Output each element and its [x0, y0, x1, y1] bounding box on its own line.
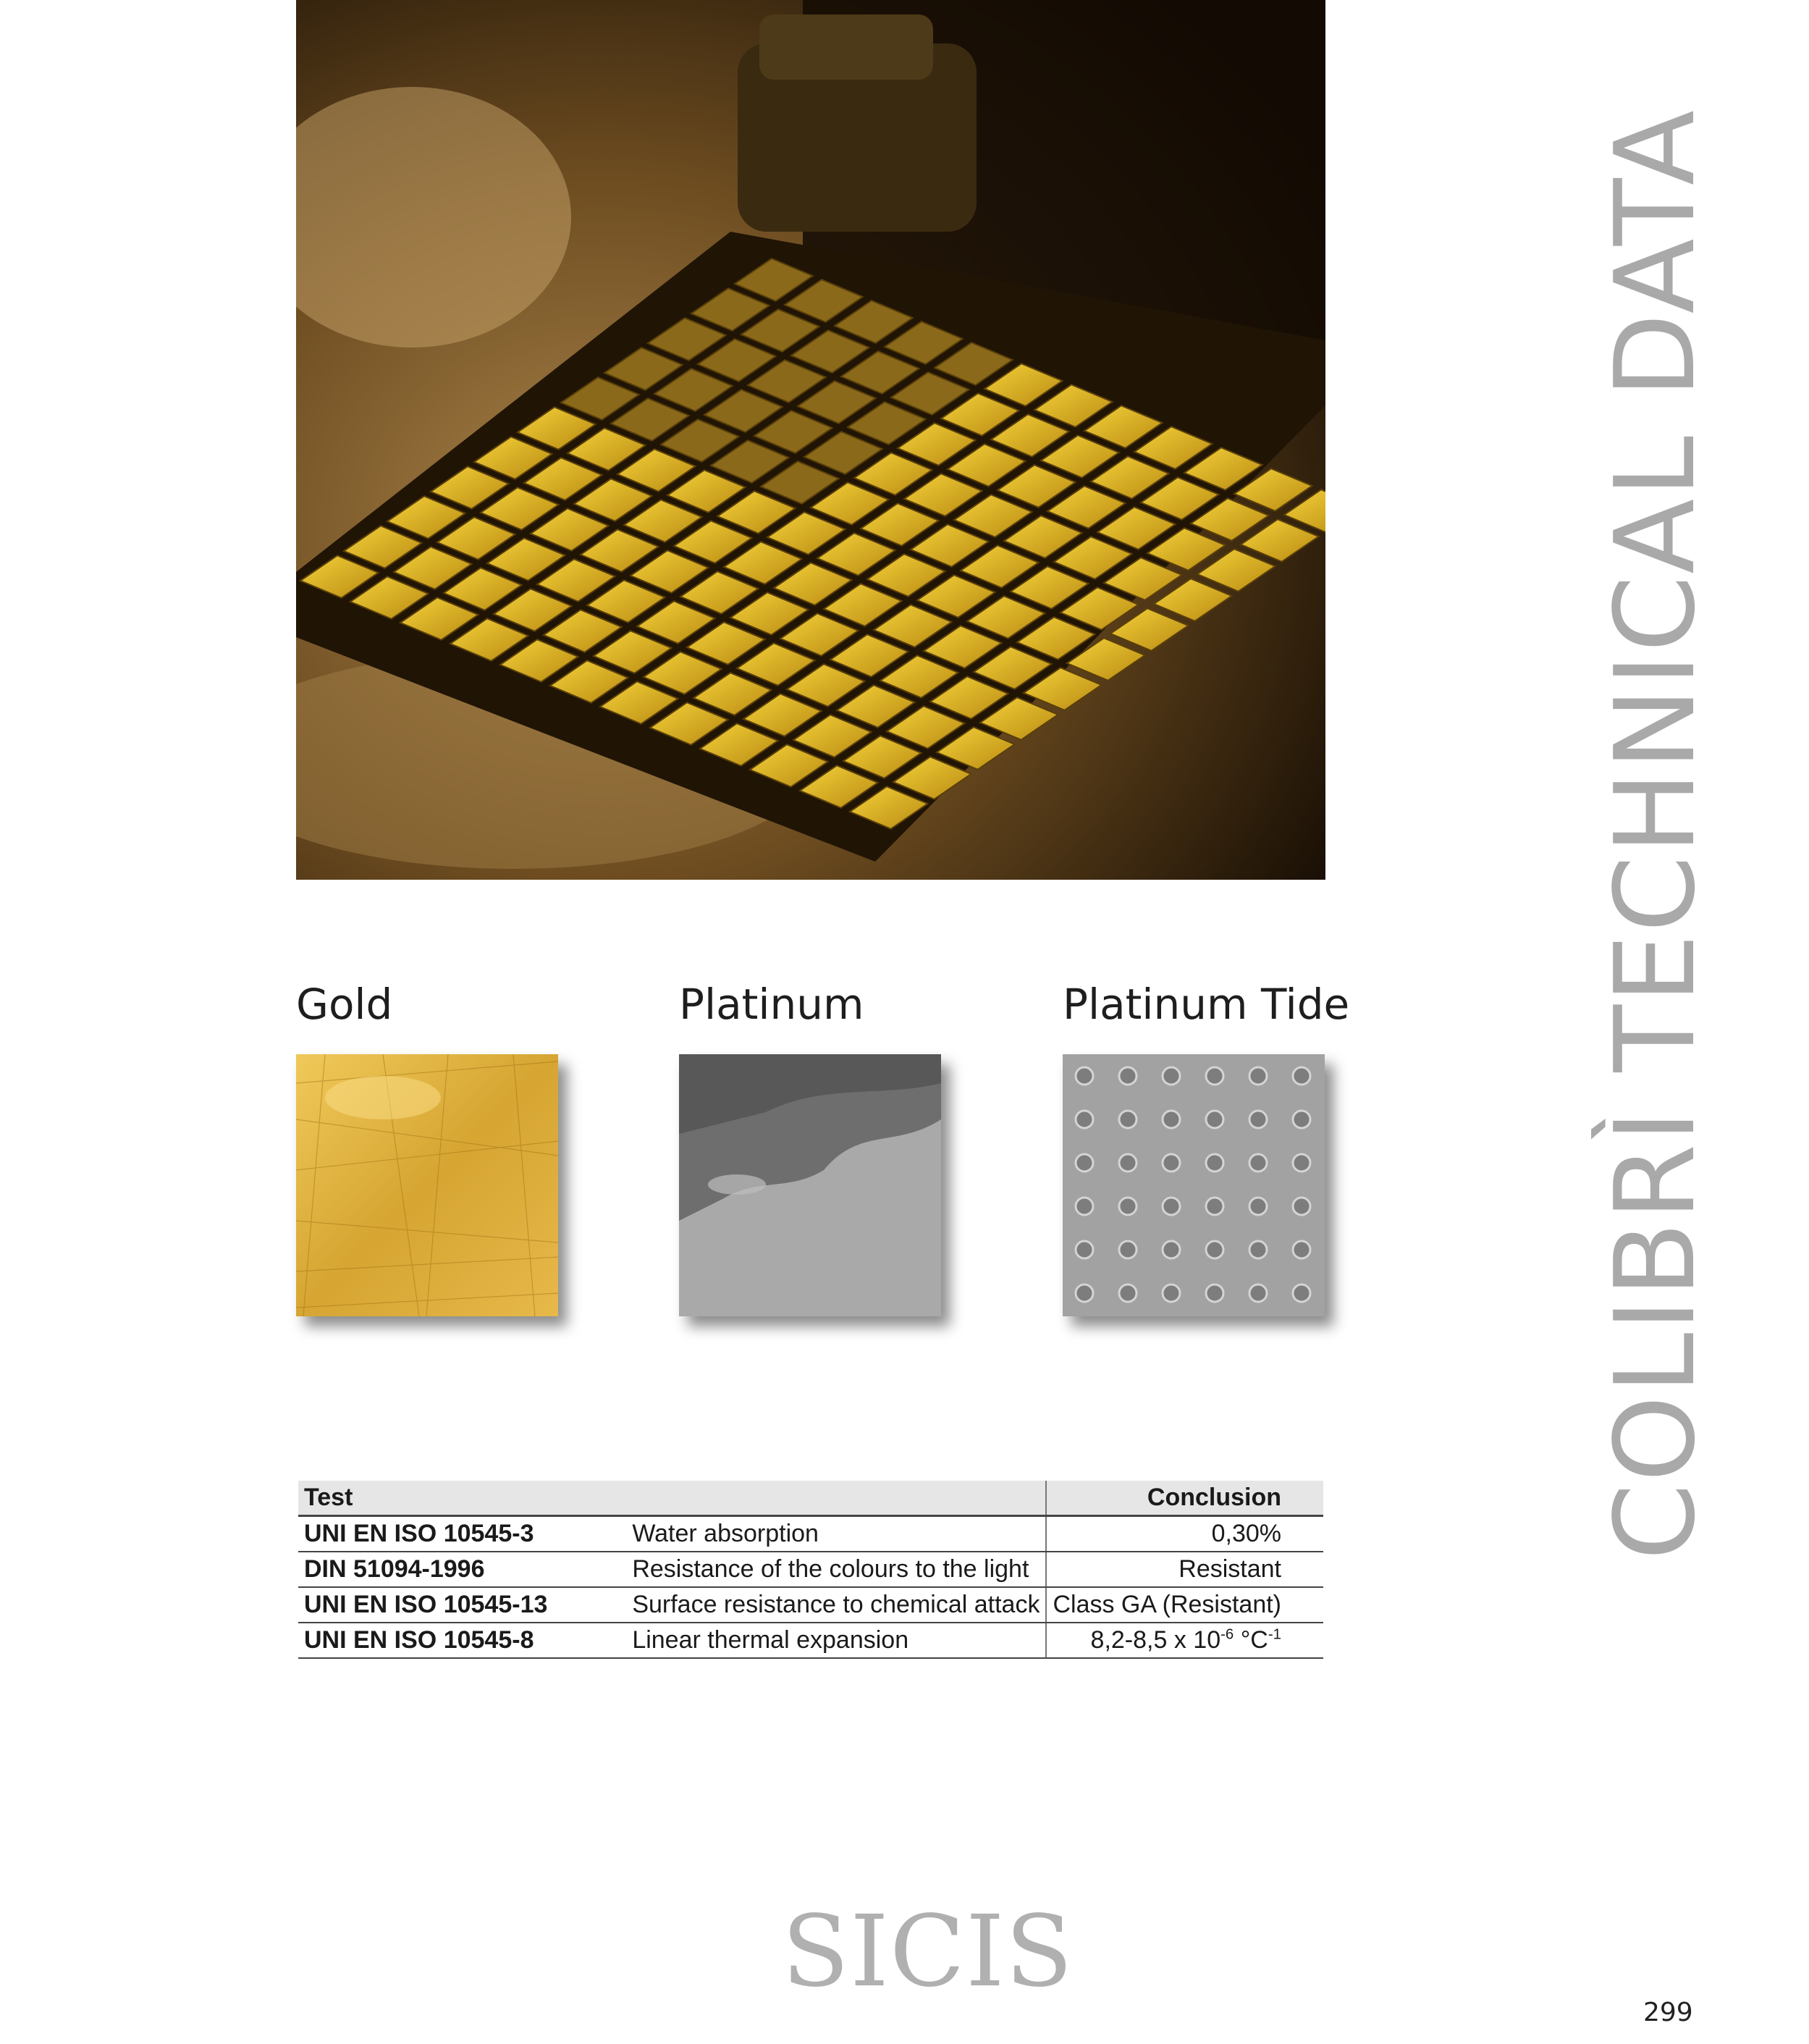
cell-description: Water absorption — [626, 1516, 1046, 1552]
cell-conclusion: Class GA (Resistant) — [1046, 1587, 1323, 1623]
tide-dot — [1206, 1154, 1223, 1172]
tide-dot — [1249, 1198, 1267, 1215]
tide-dot — [1293, 1241, 1310, 1258]
tide-dot — [1163, 1067, 1180, 1085]
tide-dot — [1119, 1067, 1137, 1085]
tide-dot — [1293, 1111, 1310, 1128]
tide-dot — [1206, 1284, 1223, 1302]
brand-logo: SICIS — [782, 1895, 1074, 2009]
conclusion-exponent: -6 — [1220, 1626, 1234, 1643]
tide-dot — [1249, 1111, 1267, 1128]
table-row — [298, 1623, 1323, 1658]
tide-dot — [1119, 1284, 1137, 1302]
tide-dot — [1249, 1241, 1267, 1258]
conclusion-unit: °C — [1234, 1626, 1268, 1654]
technical-data-table — [298, 1481, 1323, 1659]
tide-dot — [1293, 1284, 1310, 1302]
page-number: 299 — [1643, 1998, 1693, 2027]
cell-description: Linear thermal expansion — [626, 1623, 1046, 1658]
tide-dot — [1293, 1067, 1310, 1085]
conclusion-base: 8,2-8,5 x 10 — [1090, 1626, 1221, 1654]
cell-standard: UNI EN ISO 10545-3 — [298, 1516, 626, 1552]
tide-dot — [1206, 1111, 1223, 1128]
tide-dot — [1119, 1198, 1137, 1215]
tide-dot — [1293, 1198, 1310, 1215]
tide-dot — [1163, 1198, 1180, 1215]
table-header-row — [298, 1481, 1323, 1516]
tide-dot — [1249, 1067, 1267, 1085]
table-row — [298, 1587, 1323, 1623]
tide-dot — [1119, 1111, 1137, 1128]
tide-dot — [1076, 1154, 1093, 1172]
swatch-label-gold: Gold — [296, 980, 393, 1029]
swatch-label-platinum: Platinum — [679, 980, 864, 1029]
cell-standard: UNI EN ISO 10545-8 — [298, 1623, 626, 1658]
header-conclusion: Conclusion — [1046, 1481, 1323, 1516]
cell-description: Resistance of the colours to the light — [626, 1552, 1046, 1587]
tide-dot — [1163, 1241, 1180, 1258]
tide-dot — [1293, 1154, 1310, 1172]
tide-dot — [1163, 1111, 1180, 1128]
tide-dot — [1076, 1111, 1093, 1128]
tide-dot — [1163, 1154, 1180, 1172]
tide-dot — [1076, 1284, 1093, 1302]
cell-conclusion: 0,30% — [1046, 1516, 1323, 1552]
tide-dot — [1076, 1198, 1093, 1215]
tide-dot — [1206, 1198, 1223, 1215]
hero-photo-gold-mosaic — [296, 0, 1325, 880]
tide-dot — [1249, 1284, 1267, 1302]
swatch-gold — [296, 1054, 558, 1316]
swatch-platinum-tide — [1063, 1054, 1325, 1316]
tide-dot — [1076, 1067, 1093, 1085]
cell-description: Surface resistance to chemical attack — [626, 1587, 1046, 1623]
swatch-label-platinum-tide: Platinum Tide — [1063, 980, 1350, 1029]
tide-dot — [1206, 1241, 1223, 1258]
swatch-platinum — [679, 1054, 941, 1316]
cell-conclusion — [1046, 1623, 1323, 1658]
tide-dot — [1119, 1154, 1137, 1172]
table-row — [298, 1552, 1323, 1587]
table-row — [298, 1516, 1323, 1552]
tide-dot — [1249, 1154, 1267, 1172]
cell-standard: DIN 51094-1996 — [298, 1552, 626, 1587]
side-title: COLIBRÌ TECHNICAL DATA — [1591, 109, 1719, 1560]
cell-standard: UNI EN ISO 10545-13 — [298, 1587, 626, 1623]
tide-dot — [1163, 1284, 1180, 1302]
tide-dot — [1076, 1241, 1093, 1258]
tide-dot — [1119, 1241, 1137, 1258]
conclusion-unit-exponent: -1 — [1268, 1626, 1281, 1643]
tide-dot — [1206, 1067, 1223, 1085]
cell-conclusion: Resistant — [1046, 1552, 1323, 1587]
header-test: Test — [298, 1481, 1046, 1516]
